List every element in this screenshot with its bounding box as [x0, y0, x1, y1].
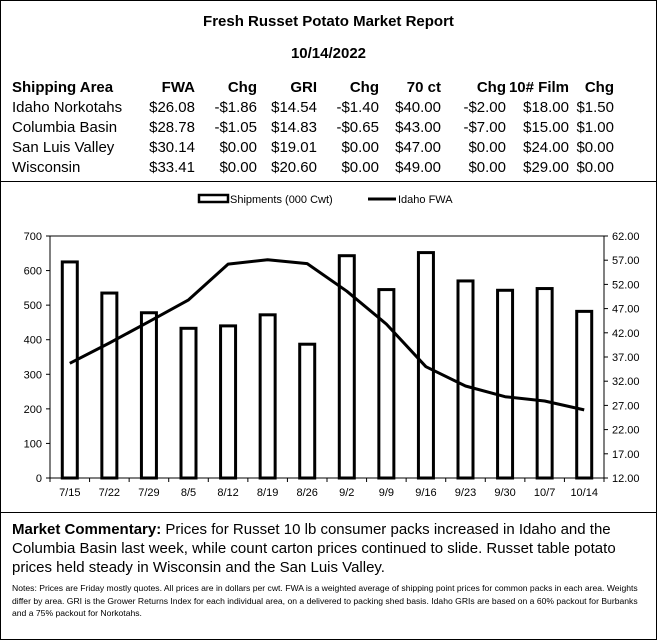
- plot-area: [50, 236, 604, 478]
- table-cell: -$1.40: [336, 99, 379, 116]
- right-axis-tick-label: 52.00: [612, 279, 640, 292]
- right-axis-tick-label: 27.00: [612, 400, 640, 413]
- header-gri-chg: Chg: [349, 79, 379, 96]
- right-axis-tick-label: 37.00: [612, 352, 640, 364]
- table-cell: -$1.86: [214, 99, 257, 116]
- table-cell: $43.00: [395, 119, 441, 136]
- table-cell: $0.00: [341, 139, 379, 156]
- table-cell: $26.08: [149, 99, 195, 116]
- table-cell: $24.00: [523, 139, 569, 156]
- x-axis-tick-label: 9/16: [415, 487, 437, 499]
- x-axis-tick-label: 9/9: [378, 487, 395, 499]
- table-cell: $49.00: [395, 159, 441, 176]
- x-axis-tick-label: 8/5: [180, 487, 197, 499]
- left-axis-tick-label: 100: [23, 438, 42, 451]
- shipment-bar: [62, 262, 77, 478]
- report-date: 10/14/2022: [290, 45, 367, 62]
- left-axis-tick-label: 600: [23, 265, 42, 278]
- x-axis-tick-label: 7/22: [98, 487, 121, 499]
- table-row: [12, 138, 614, 158]
- header-70ct: 70 ct: [406, 79, 441, 96]
- table-cell: $33.41: [149, 159, 195, 176]
- header-fwa: FWA: [161, 79, 195, 96]
- table-cell: San Luis Valley: [12, 139, 115, 156]
- table-cell: -$1.05: [214, 119, 257, 136]
- x-axis-tick-label: 8/19: [256, 487, 279, 499]
- right-axis-tick-label: 42.00: [612, 327, 640, 340]
- table-cell: $0.00: [468, 159, 506, 176]
- x-axis-tick-label: 8/12: [217, 487, 239, 499]
- left-axis-tick-label: 300: [23, 369, 42, 382]
- right-axis-tick-label: 17.00: [612, 448, 640, 461]
- commentary-text: Prices for Russet 10 lb consumer packs increased in Idaho and the Columbia Basin last week, while count carton prices continued to slide. Russet table potato prices held steady in Wisconsin and the San Luis Valley.: [12, 521, 616, 576]
- table-row: [12, 158, 614, 178]
- left-axis-tick-label: 500: [23, 300, 42, 313]
- x-axis-tick-label: 10/7: [533, 487, 556, 499]
- shipment-bar: [537, 289, 552, 478]
- right-axis-tick-label: 32.00: [612, 376, 640, 389]
- table-cell: -$0.65: [336, 119, 379, 136]
- table-cell: $28.78: [149, 119, 195, 136]
- table-cell: $0.00: [219, 139, 257, 156]
- commentary-label: Market Commentary:: [12, 521, 162, 538]
- table-cell: $14.54: [271, 99, 317, 116]
- report-title: Fresh Russet Potato Market Report: [203, 13, 454, 30]
- table-cell: $40.00: [395, 99, 441, 116]
- shipment-bar: [260, 315, 275, 478]
- price-table: [12, 78, 614, 178]
- shipment-bar: [181, 328, 196, 478]
- table-cell: $1.50: [576, 99, 614, 116]
- table-cell: -$2.00: [463, 99, 506, 116]
- shipments-fwa-chart: [0, 182, 657, 512]
- right-axis-tick-label: 57.00: [612, 255, 640, 268]
- x-axis-tick-label: 10/14: [570, 487, 598, 499]
- left-axis-tick-label: 700: [23, 231, 42, 243]
- table-cell: $1.00: [576, 119, 614, 136]
- header-10lb-film-chg: Chg: [584, 79, 614, 96]
- right-axis-tick-label: 12.00: [612, 473, 640, 485]
- x-axis-tick-label: 8/26: [296, 487, 318, 499]
- table-cell: $20.60: [271, 159, 317, 176]
- x-axis-tick-label: 9/30: [494, 487, 516, 499]
- header-70ct-chg: Chg: [476, 79, 506, 96]
- x-axis-tick-label: 9/2: [339, 487, 355, 499]
- x-axis-tick-label: 7/29: [138, 487, 160, 499]
- x-axis-tick-label: 9/23: [454, 487, 477, 499]
- right-axis-tick-label: 62.00: [612, 231, 640, 243]
- table-cell: Columbia Basin: [12, 119, 118, 136]
- table-cell: $29.00: [523, 159, 569, 176]
- legend-fwa-label: Idaho FWA: [398, 194, 453, 206]
- table-cell: Idaho Norkotahs: [12, 99, 123, 116]
- table-row: [12, 118, 614, 138]
- table-cell: $0.00: [468, 139, 506, 156]
- header-10lb-film: 10# Film: [508, 79, 569, 96]
- table-cell: $0.00: [576, 159, 614, 176]
- table-cell: $30.14: [149, 139, 195, 156]
- left-axis-tick-label: 200: [23, 403, 42, 416]
- table-cell: Wisconsin: [12, 159, 81, 176]
- report-notes: Notes: Prices are Friday mostly quotes. All prices are in dollars per cwt. FWA is a weighted average of shipping point prices for common packs in each area. Weights differ by area. GRI is the Grower Returns Index for each individual area, on a delivered to packing shed basis. Idaho GRIs are based on a 60% packout for Burbanks and a 75% packout for Norkotahs.: [12, 583, 638, 618]
- table-cell: $19.01: [271, 139, 317, 156]
- table-cell: $0.00: [219, 159, 257, 176]
- shipment-bar: [221, 326, 236, 478]
- shipment-bar: [102, 293, 117, 478]
- chart-commentary-divider: [0, 512, 657, 513]
- header-gri: GRI: [290, 79, 317, 96]
- table-cell: -$7.00: [463, 119, 506, 136]
- header-shipping-area: Shipping Area: [12, 79, 114, 96]
- shipment-bar: [300, 344, 315, 478]
- x-axis-tick-label: 7/15: [59, 487, 81, 499]
- table-row: [12, 98, 614, 118]
- shipment-bar: [141, 313, 156, 478]
- price-table-header: [12, 78, 614, 98]
- shipment-bar: [498, 290, 513, 478]
- table-cell: $14.83: [271, 119, 317, 136]
- left-axis-tick-label: 0: [35, 473, 42, 485]
- left-axis-tick-label: 400: [23, 334, 42, 347]
- shipment-bar: [458, 281, 473, 478]
- legend-shipments-swatch: [199, 195, 228, 202]
- market-commentary: [12, 520, 648, 577]
- right-axis-tick-label: 22.00: [612, 424, 640, 437]
- shipment-bar: [577, 311, 592, 478]
- right-axis-tick-label: 47.00: [612, 303, 640, 316]
- table-cell: $47.00: [395, 139, 441, 156]
- table-cell: $0.00: [341, 159, 379, 176]
- table-cell: $15.00: [523, 119, 569, 136]
- table-cell: $0.00: [576, 139, 614, 156]
- legend-shipments-label: Shipments (000 Cwt): [230, 194, 333, 206]
- table-cell: $18.00: [523, 99, 569, 116]
- header-fwa-chg: Chg: [227, 79, 257, 96]
